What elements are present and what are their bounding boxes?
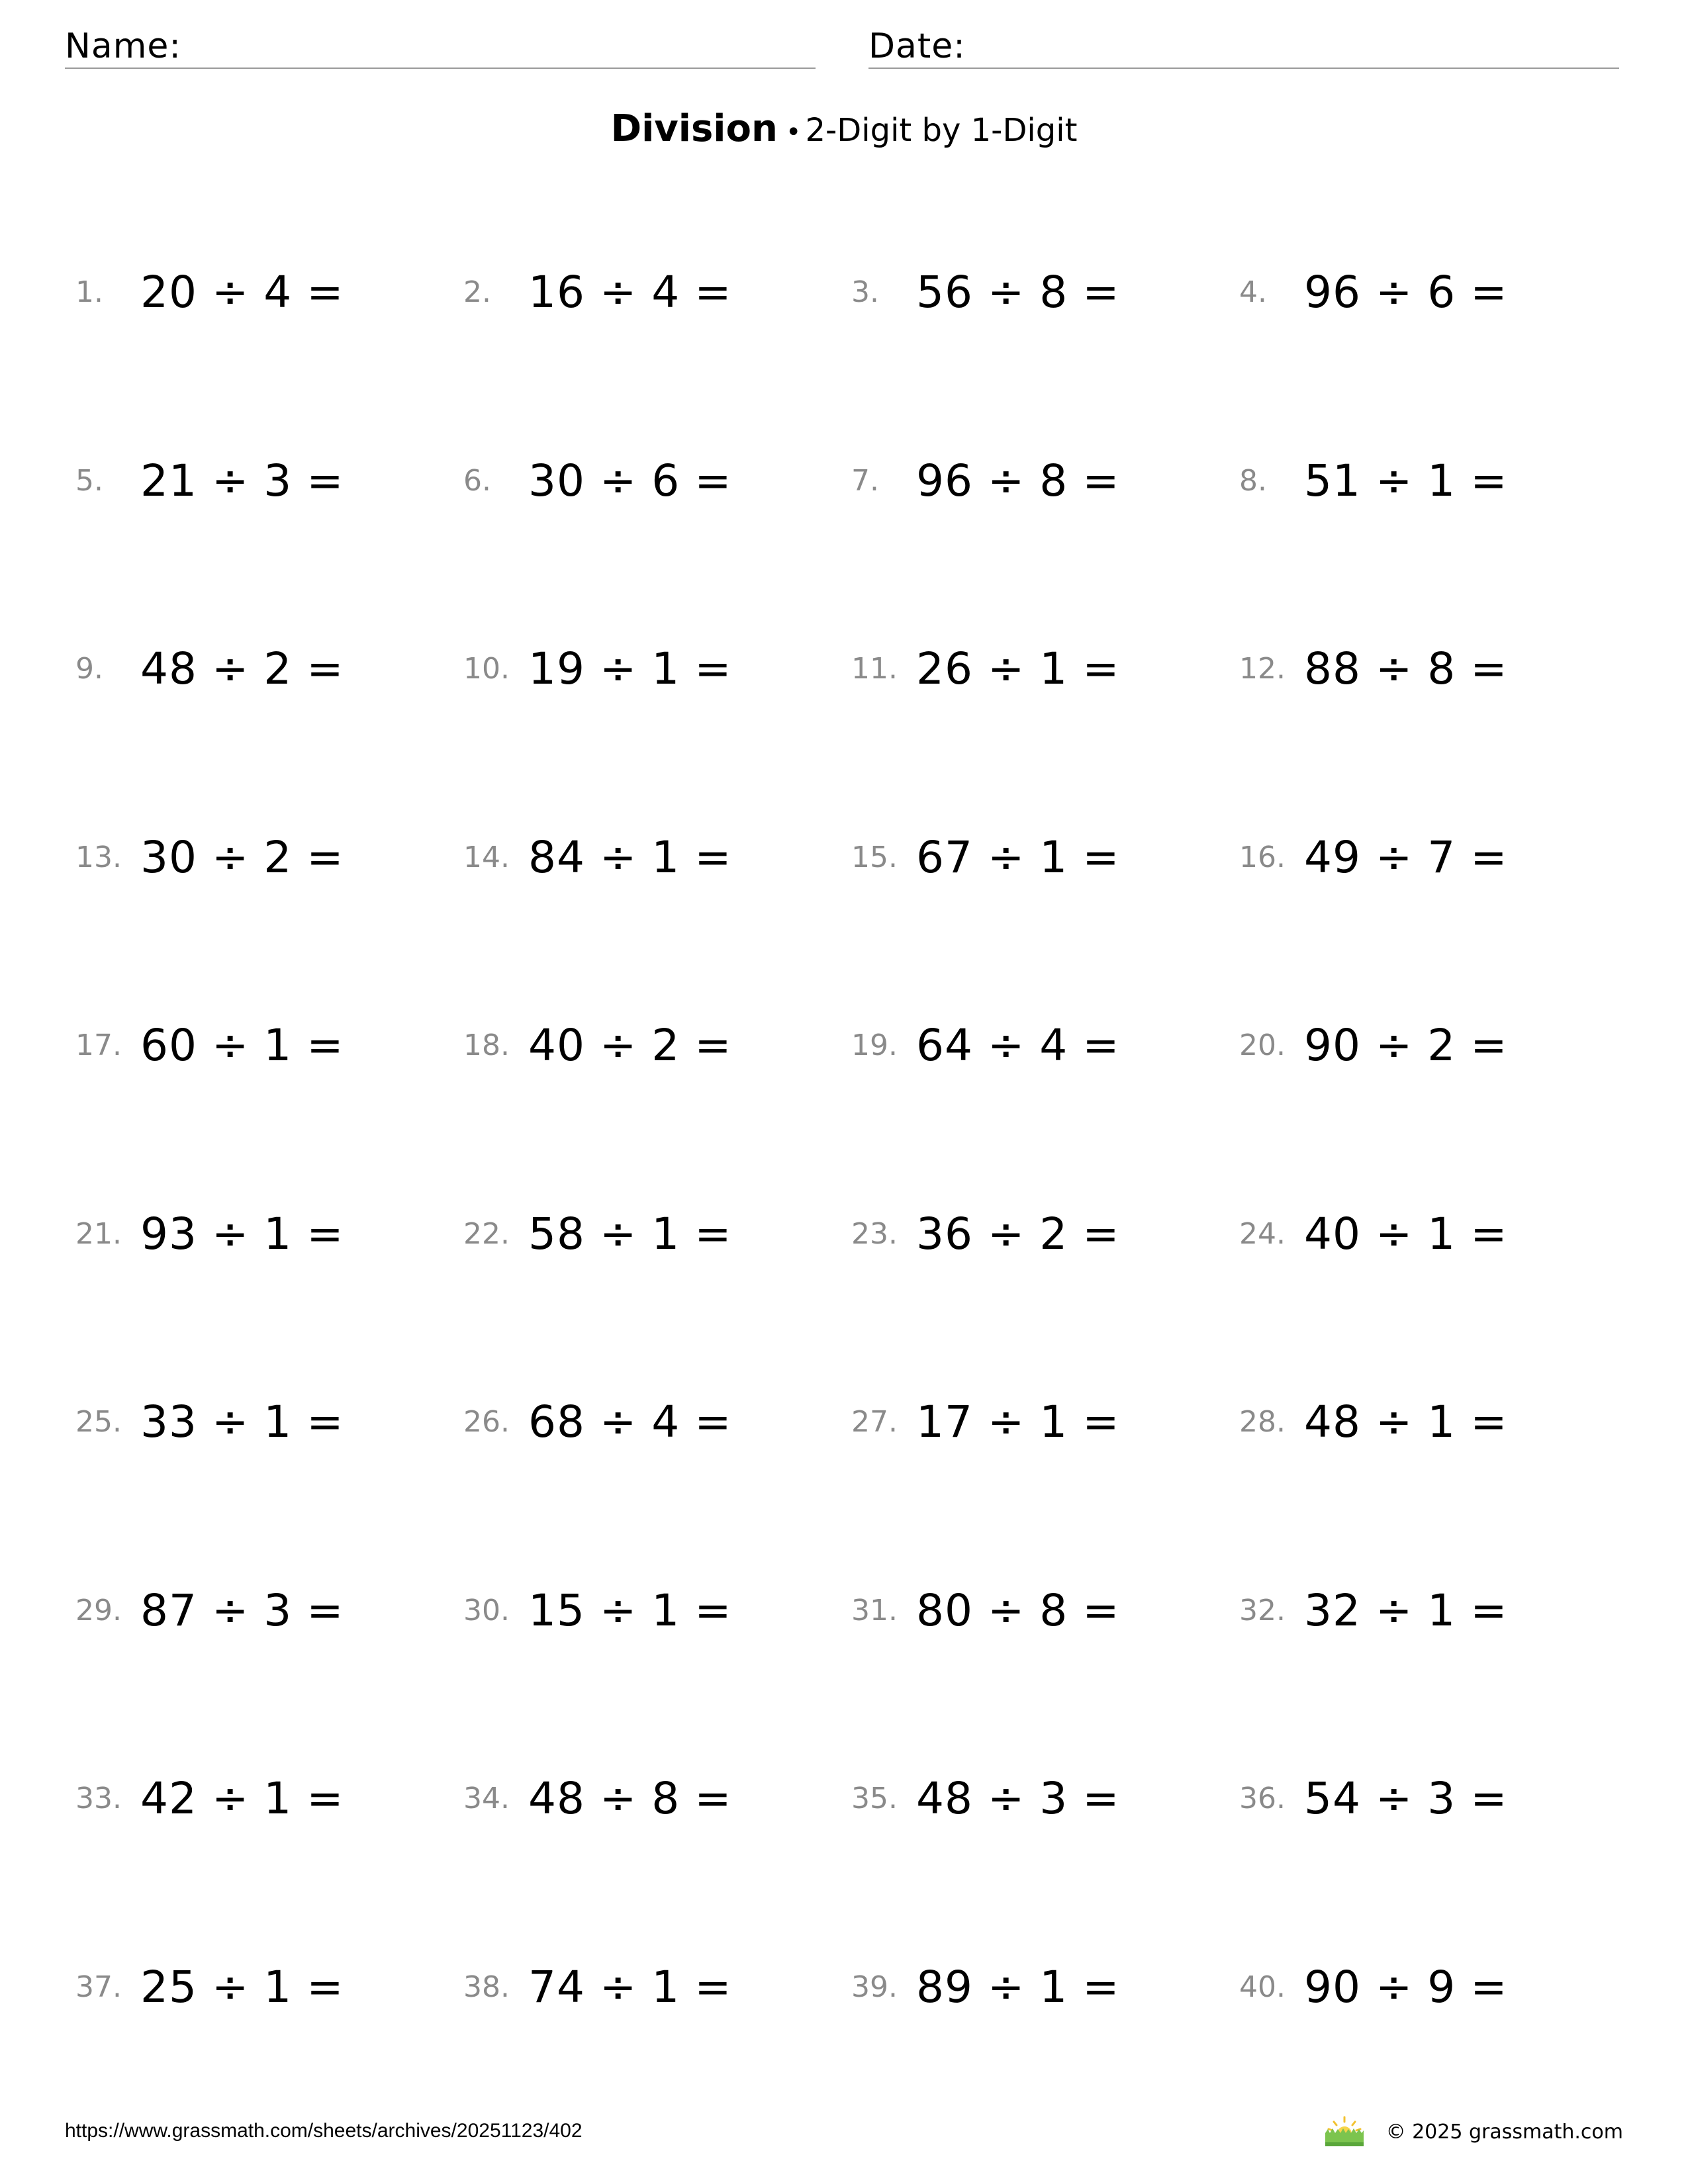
problem-number: 7. <box>851 464 879 498</box>
problem-expression: 93 ÷ 1 = <box>140 1208 344 1259</box>
problem-number: 28. <box>1239 1405 1286 1439</box>
problem-expression: 15 ÷ 1 = <box>528 1585 732 1636</box>
problem-expression: 56 ÷ 8 = <box>916 267 1120 318</box>
problem-number: 4. <box>1239 275 1267 309</box>
problem-expression: 48 ÷ 2 = <box>140 643 344 694</box>
problem-expression: 64 ÷ 4 = <box>916 1020 1120 1071</box>
problem-expression: 30 ÷ 2 = <box>140 832 344 883</box>
title-subtitle: 2-Digit by 1-Digit <box>805 112 1078 149</box>
problem-number: 31. <box>851 1594 898 1627</box>
problem-expression: 68 ÷ 4 = <box>528 1396 732 1447</box>
problem-number: 18. <box>463 1028 510 1062</box>
problem-number: 27. <box>851 1405 898 1439</box>
title-main: Division <box>610 107 778 150</box>
problem-expression: 60 ÷ 1 = <box>140 1020 344 1071</box>
problem-expression: 36 ÷ 2 = <box>916 1208 1120 1259</box>
problem-number: 16. <box>1239 841 1286 874</box>
problem-number: 6. <box>463 464 491 498</box>
problem-expression: 49 ÷ 7 = <box>1304 832 1508 883</box>
problem-number: 11. <box>851 652 898 686</box>
problem-number: 24. <box>1239 1217 1286 1251</box>
problem-expression: 74 ÷ 1 = <box>528 1962 732 2013</box>
problem-number: 22. <box>463 1217 510 1251</box>
grass-sun-logo-icon <box>1323 2116 1366 2148</box>
problem-number: 30. <box>463 1594 510 1627</box>
problem-expression: 20 ÷ 4 = <box>140 267 344 318</box>
problem-number: 9. <box>75 652 103 686</box>
name-field[interactable] <box>65 25 816 69</box>
problem-expression: 84 ÷ 1 = <box>528 832 732 883</box>
problem-expression: 32 ÷ 1 = <box>1304 1585 1508 1636</box>
problem-expression: 54 ÷ 3 = <box>1304 1773 1508 1824</box>
problem-expression: 89 ÷ 1 = <box>916 1962 1120 2013</box>
worksheet-title <box>0 106 1688 161</box>
title-bullet: • <box>785 117 802 148</box>
problem-expression: 42 ÷ 1 = <box>140 1773 344 1824</box>
problem-number: 5. <box>75 464 103 498</box>
problem-expression: 17 ÷ 1 = <box>916 1396 1120 1447</box>
problem-expression: 40 ÷ 2 = <box>528 1020 732 1071</box>
problem-number: 34. <box>463 1782 510 1815</box>
problem-expression: 19 ÷ 1 = <box>528 643 732 694</box>
problem-number: 25. <box>75 1405 122 1439</box>
problem-expression: 96 ÷ 6 = <box>1304 267 1508 318</box>
problem-number: 17. <box>75 1028 122 1062</box>
problem-expression: 48 ÷ 3 = <box>916 1773 1120 1824</box>
problem-number: 38. <box>463 1970 510 2004</box>
problem-number: 12. <box>1239 652 1286 686</box>
problem-number: 26. <box>463 1405 510 1439</box>
footer-url[interactable]: https://www.grassmath.com/sheets/archives/20251123/402 <box>65 2120 583 2142</box>
problem-expression: 51 ÷ 1 = <box>1304 455 1508 506</box>
problem-number: 20. <box>1239 1028 1286 1062</box>
problem-number: 10. <box>463 652 510 686</box>
problem-expression: 87 ÷ 3 = <box>140 1585 344 1636</box>
problem-expression: 40 ÷ 1 = <box>1304 1208 1508 1259</box>
footer-branding <box>1323 2114 1623 2150</box>
problem-number: 3. <box>851 275 879 309</box>
problem-number: 40. <box>1239 1970 1286 2004</box>
problem-expression: 88 ÷ 8 = <box>1304 643 1508 694</box>
problem-number: 19. <box>851 1028 898 1062</box>
problem-expression: 90 ÷ 9 = <box>1304 1962 1508 2013</box>
problem-number: 14. <box>463 841 510 874</box>
footer-copyright: © 2025 grassmath.com <box>1385 2120 1623 2144</box>
problem-number: 8. <box>1239 464 1267 498</box>
problem-expression: 33 ÷ 1 = <box>140 1396 344 1447</box>
problem-number: 15. <box>851 841 898 874</box>
problem-expression: 90 ÷ 2 = <box>1304 1020 1508 1071</box>
problem-expression: 58 ÷ 1 = <box>528 1208 732 1259</box>
problem-expression: 16 ÷ 4 = <box>528 267 732 318</box>
problem-number: 1. <box>75 275 103 309</box>
problem-number: 21. <box>75 1217 122 1251</box>
problem-expression: 96 ÷ 8 = <box>916 455 1120 506</box>
date-label: Date: <box>868 26 966 66</box>
problem-number: 39. <box>851 1970 898 2004</box>
problem-number: 13. <box>75 841 122 874</box>
problem-number: 36. <box>1239 1782 1286 1815</box>
problem-expression: 21 ÷ 3 = <box>140 455 344 506</box>
problem-expression: 26 ÷ 1 = <box>916 643 1120 694</box>
problem-expression: 25 ÷ 1 = <box>140 1962 344 2013</box>
problem-expression: 67 ÷ 1 = <box>916 832 1120 883</box>
problem-number: 2. <box>463 275 491 309</box>
name-label: Name: <box>65 26 181 66</box>
problem-number: 37. <box>75 1970 122 2004</box>
date-field[interactable] <box>868 25 1619 69</box>
problem-number: 33. <box>75 1782 122 1815</box>
problem-number: 23. <box>851 1217 898 1251</box>
problem-number: 32. <box>1239 1594 1286 1627</box>
problem-number: 29. <box>75 1594 122 1627</box>
problem-number: 35. <box>851 1782 898 1815</box>
problem-expression: 80 ÷ 8 = <box>916 1585 1120 1636</box>
problem-expression: 48 ÷ 8 = <box>528 1773 732 1824</box>
problem-expression: 48 ÷ 1 = <box>1304 1396 1508 1447</box>
problem-expression: 30 ÷ 6 = <box>528 455 732 506</box>
